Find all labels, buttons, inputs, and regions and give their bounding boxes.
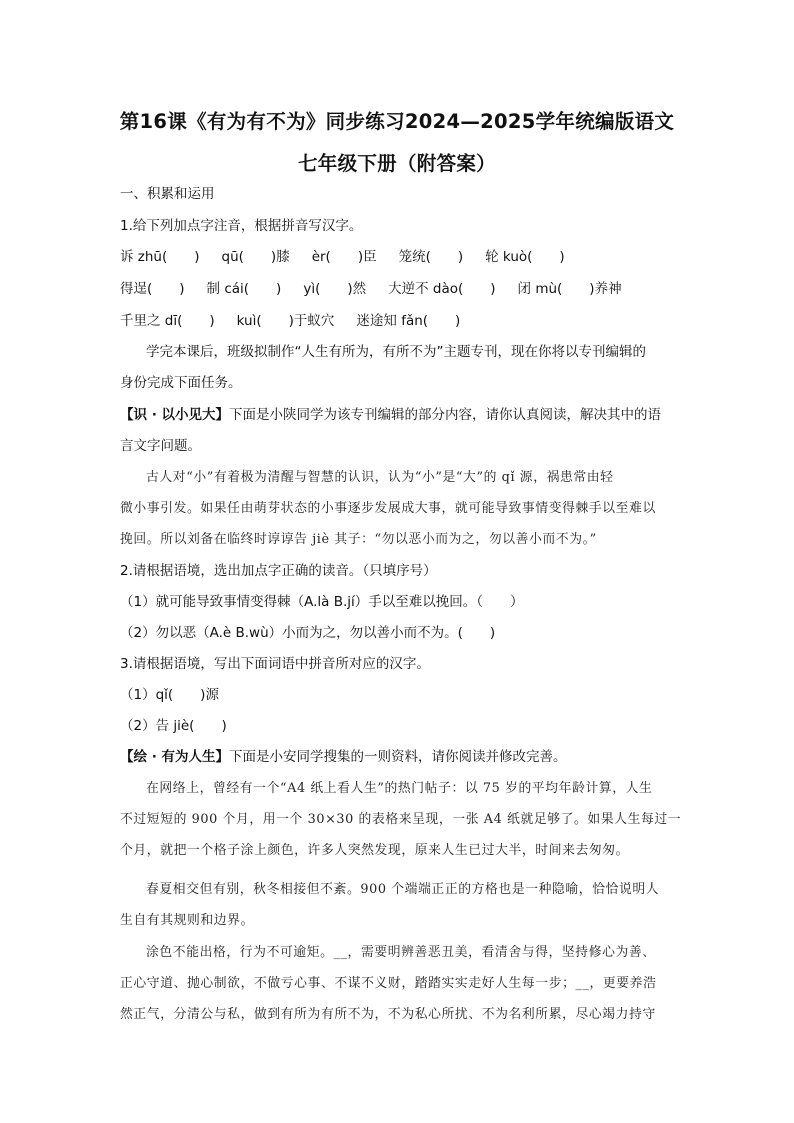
blank-item: qū( )膝 [221,249,290,265]
question-1-row-3 [120,311,460,331]
part-2-instruction: 【绘 · 有为人生】下面是小安同学搜集的一则资料，请你阅读并修改完善。 [120,749,567,765]
intro-line-2: 身份完成下面任务。 [120,375,242,391]
passage-2-p1-line-1: 在网络上，曾经有一个“A4 纸上看人生”的热门帖子：以 75 岁的平均年龄计算，人生 [146,781,653,796]
passage-1-line-2: 微小事引发。如果任由萌芽状态的小事逐步发展成大事，就可能导致事情变得棘手以至难以 [120,501,656,516]
question-3-item-1: （1）qǐ( )源 [120,687,219,703]
blank-item: 笼统( ) [398,249,464,265]
passage-2-p2-line-2: 生自有其规则和边界。 [120,913,254,928]
question-1-prompt: 1.给下列加点字注音，根据拼音写汉字。 [120,218,363,234]
passage-2-p3-line-2: 正心守道、抛心制欲，不做亏心事、不谋不义财，踏踏实实走好人生每一步；__，更要养浩 [120,976,657,991]
passage-2-p2-line-1: 春夏相交但有别，秋冬相接但不紊。900 个端端正正的方格也是一种隐喻，恰恰说明人 [146,882,660,897]
passage-1-line-1: 古人对“小”有着极为清醒与智慧的认识，认为“小”是“大”的 qǐ 源，祸患常由轻 [146,470,614,485]
question-2-item-2: （2）勿以恶（A.è B.wù）小而为之，勿以善小而不为。( ) [120,625,496,641]
document-title-line1: 第16课《有为有不为》同步练习2024—2025学年统编版语文 [119,110,675,133]
part-1-tag: 【识 · 以小见大】 [120,407,230,423]
question-3-prompt: 3.请根据语境，写出下面词语中拼音所对应的汉字。 [120,656,430,672]
blank-item: 闭 mù( )养神 [517,281,622,297]
question-1-row-1 [120,247,565,267]
passage-1-line-3: 挽回。所以刘备在临终时谆谆告 jiè 其子：“勿以恶小而为之，勿以善小而不为。” [120,532,597,547]
blank-item: èr( )臣 [311,249,377,265]
blank-item: 得逞( ) [120,281,185,297]
document-title-line2: 七年级下册（附答案） [297,152,496,175]
question-3-item-2: （2）告 jiè( ) [120,718,227,734]
passage-2-p3-line-1: 涂色不能出格，行为不可逾矩。__，需要明辨善恶丑美，看清舍与得，坚持修心为善、 [146,945,656,960]
blank-item: 大逆不 dào( ) [388,281,496,297]
passage-2-p3-line-3: 然正气，分清公与私，做到有所为有所不为，不为私心所扰、不为名利所累，尽心竭力持守 [120,1007,656,1022]
question-2-item-1: （1）就可能导致事情变得棘（A.là B.jí）手以至难以挽回。（ ） [120,594,524,610]
question-1-row-2 [120,279,622,299]
blank-item: 迷途知 fǎn( ) [356,313,461,329]
blank-item: 轮 kuò( ) [485,249,565,265]
blank-item: 制 cái( ) [206,281,282,297]
blank-item: yì( )然 [303,281,367,297]
blank-item: 千里之 dī( ) [120,313,215,329]
part-2-tag: 【绘 · 有为人生】 [120,749,230,765]
section-heading: 一、积累和运用 [120,186,215,202]
intro-line-1: 学完本课后，班级拟制作“人生有所为，有所不为”主题专刊，现在你将以专刊编辑的 [146,344,646,360]
question-2-prompt: 2.请根据语境，选出加点字正确的读音。（只填序号） [120,563,437,579]
passage-2-p1-line-3: 个月，就把一个格子涂上颜色，许多人突然发现，原来人生已过大半，时间来去匆匆。 [120,843,630,858]
passage-2-p1-line-2: 不过短短的 900 个月，用一个 30×30 的表格来呈现，一张 A4 纸就足够了。如果人生每过一 [120,812,682,827]
blank-item: kuì( )于蚁穴 [236,313,335,329]
part-1-instruction: 【识 · 以小见大】下面是小陕同学为该专刊编辑的部分内容，请你认真阅读，解决其中的语 [120,407,662,423]
part-1-instruction-line-2: 言文字问题。 [120,438,201,454]
blank-item: 诉 zhū( ) [120,249,200,265]
